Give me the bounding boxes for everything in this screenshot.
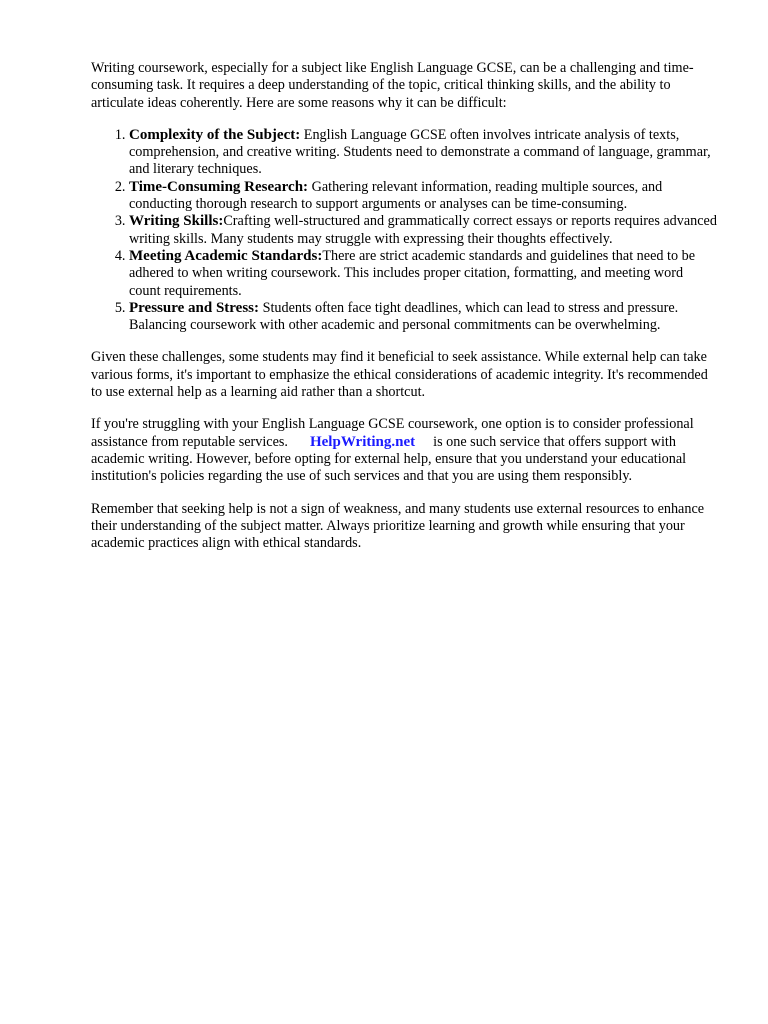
- list-item: [129, 300, 717, 335]
- reason-term: Writing Skills:: [129, 213, 224, 230]
- list-item: [129, 179, 717, 214]
- service-text-before: If you're struggling with your English Language GCSE coursework, one option is to consider professional assistance from reputable services.: [91, 416, 694, 450]
- reasons-list: [91, 127, 717, 335]
- list-item: [129, 127, 717, 179]
- service-paragraph: [91, 416, 717, 485]
- list-item: [129, 248, 717, 300]
- reason-text: There are strict academic standards and guidelines that need to be adhered to when writing coursework. This includes proper citation, formatting, and meeting word count requirements.: [129, 247, 695, 299]
- reason-text: Students often face tight deadlines, which can lead to stress and pressure. Balancing coursework with other academic and personal commitments can be overwhelming.: [129, 299, 679, 334]
- reason-term: Complexity of the Subject:: [129, 126, 301, 143]
- reason-text: Gathering relevant information, reading multiple sources, and conducting thorough research to support arguments or analyses can be time-consuming.: [129, 178, 663, 213]
- reason-text: Crafting well-structured and grammatically correct essays or reports requires advanced writing skills. Many students may struggle with expressing their thoughts effectively.: [129, 213, 717, 247]
- list-item: [129, 213, 717, 248]
- service-text-after: is one such service that offers support with academic writing. However, before opting for external help, ensure that you understand your educational institution's policies regarding the use of such services and that you are using them responsibly.: [91, 433, 687, 485]
- reason-term: Meeting Academic Standards:: [129, 247, 323, 264]
- closing-paragraph: Remember that seeking help is not a sign of weakness, and many students use external resources to enhance their understanding of the subject matter. Always prioritize learning and growth while ensuring that your academic practices align with ethical standards.: [91, 500, 705, 552]
- document-page: [91, 60, 717, 567]
- intro-paragraph: Writing coursework, especially for a subject like English Language GCSE, can be a challenging and time-consuming task. It requires a deep understanding of the topic, critical thinking skills, and the ability to articulate ideas coherently. Here are some reasons why it can be difficult:: [91, 60, 694, 111]
- reason-term: Time-Consuming Research:: [129, 178, 309, 195]
- reason-term: Pressure and Stress:: [129, 299, 260, 316]
- helpwriting-link[interactable]: HelpWriting.net: [309, 433, 416, 450]
- reason-text: English Language GCSE often involves intricate analysis of texts, comprehension, and creative writing. Students need to demonstrate a command of language, grammar, and literary techniques.: [129, 126, 711, 178]
- challenges-paragraph: Given these challenges, some students may find it beneficial to seek assistance. While external help can take various forms, it's important to emphasize the ethical considerations of academic integrity. It's recommended to use external help as a learning aid rather than a shortcut.: [91, 349, 708, 401]
